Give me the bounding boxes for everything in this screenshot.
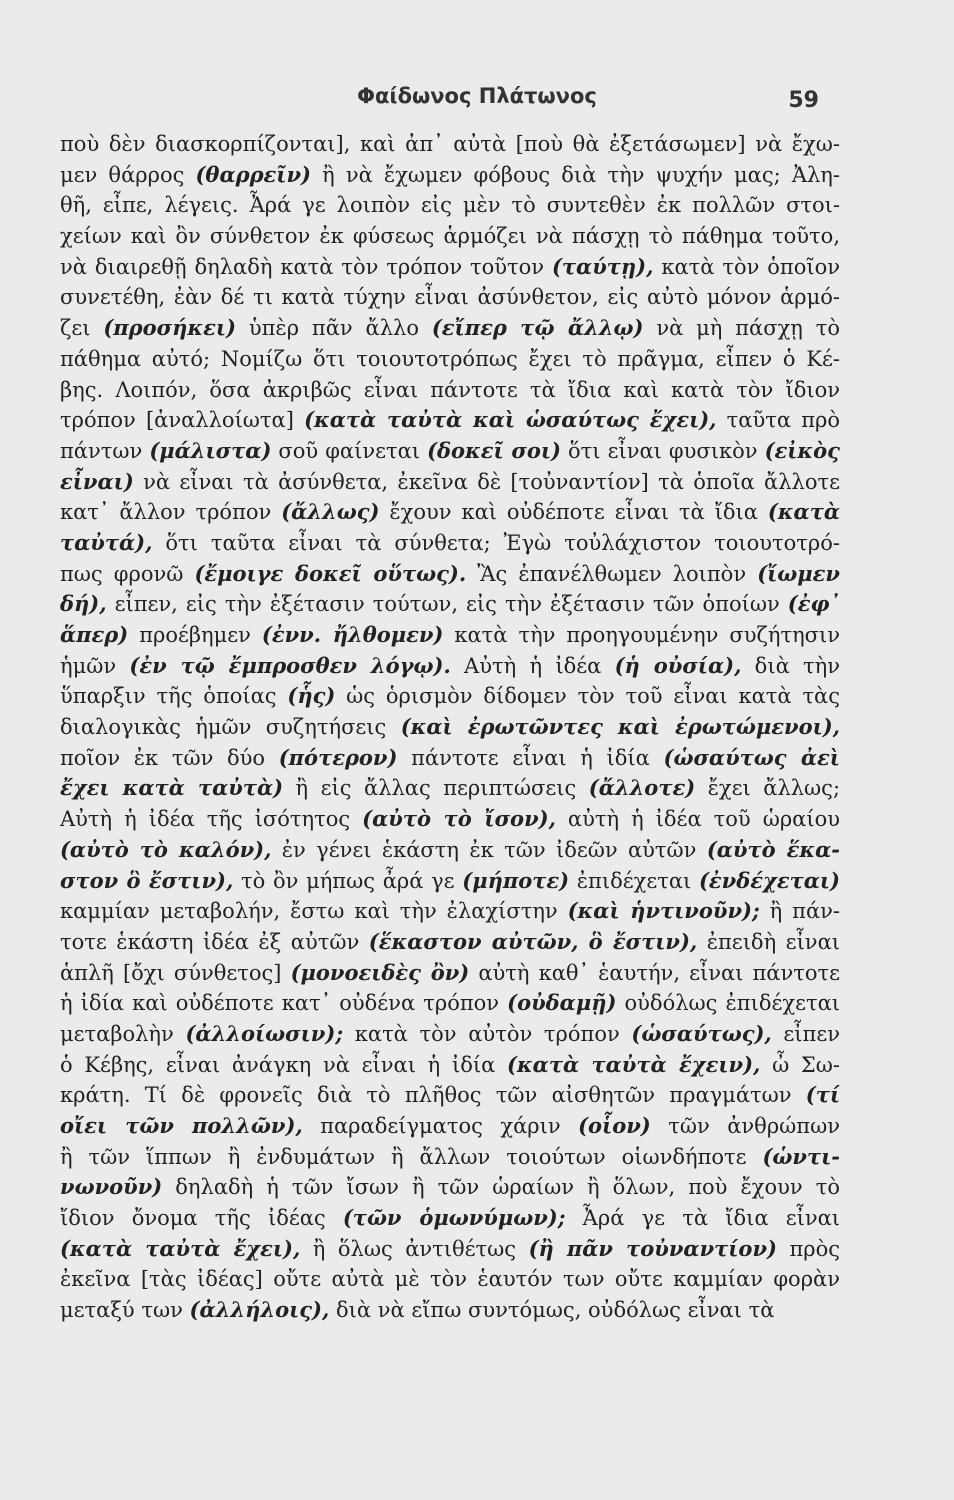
text-run: Ἂς ἐπανέλθωμεν λοιπὸν [466, 561, 758, 586]
text-run: ταῦτα πρὸ [716, 408, 840, 433]
text-line [60, 620, 840, 651]
text-line [60, 160, 840, 191]
ancient-greek-gloss: ἅπερ) [60, 622, 129, 647]
text-run: σοῦ φαίνεται [271, 438, 428, 463]
text-run: πως φρονῶ [60, 561, 195, 586]
text-line [60, 1142, 840, 1173]
text-run: ὅτι εἶναι φυσικὸν [560, 438, 765, 463]
text-line [60, 436, 840, 467]
text-run: ἴδιον ὄνομα τῆς ἰδέας [60, 1206, 343, 1231]
text-run: κατὰ τὴν προηγουμένην συζήτησιν [443, 623, 841, 647]
text-run: ἡμῶν [60, 653, 130, 678]
text-line [60, 313, 840, 344]
text-line [60, 743, 840, 774]
ancient-greek-gloss: (αὐτὸ τὸ ἴσον), [362, 806, 556, 832]
text-run: μεν θάρρος [60, 162, 196, 187]
ancient-greek-gloss: (μονοειδὲς ὂν) [290, 959, 470, 985]
text-run: ἐπιδέχεται [569, 868, 699, 893]
text-run: συνετέθη, ἐὰν δέ τι κατὰ τύχην εἶναι ἀσύνθετον, εἰς αὐτὸ μόνον ἁρμό- [60, 285, 840, 310]
text-run: ὕπαρξιν τῆς ὁποίας [60, 684, 288, 709]
ancient-greek-gloss: ταὐτά), [60, 529, 153, 555]
text-line [60, 344, 840, 375]
ancient-greek-gloss: (θαρρεῖν) [195, 161, 311, 187]
ancient-greek-gloss: (καὶ ἡντινοῦν); [567, 898, 760, 924]
ancient-greek-gloss: νωνοῦν) [60, 1174, 163, 1200]
text-run: τοτε ἑκάστη ἰδέα ἐξ αὐτῶν [60, 929, 369, 954]
ancient-greek-gloss: (καὶ ἐρωτῶντες καὶ ἐρωτώμενοι), [400, 714, 840, 740]
ancient-greek-gloss: (ἄλλως) [281, 499, 380, 525]
text-run: δηλαδὴ ἡ τῶν ἴσων ἢ τῶν ὡραίων ἢ ὅλων, ποὺ ἔχουν τὸ [162, 1175, 840, 1200]
text-run: ἢ ὅλως ἀντιθέτως [300, 1236, 529, 1261]
ancient-greek-gloss: (ἐν τῷ ἔμπροσθεν λόγῳ). [129, 652, 451, 678]
text-line [60, 1080, 840, 1111]
text-run: ἢ τῶν ἵππων ἢ ἐνδυμάτων ἢ ἄλλων τοιούτων οἱωνδήποτε [60, 1144, 763, 1169]
text-line [60, 958, 840, 989]
text-line [60, 190, 840, 221]
text-run: ὡς ὁρισμὸν δίδομεν τὸν τοῦ εἶναι κατὰ τὰς [335, 684, 840, 709]
text-run: ἐπειδὴ εἶναι [697, 929, 840, 954]
body-text [60, 129, 840, 1326]
text-line [60, 129, 840, 160]
text-line [60, 1203, 840, 1234]
running-title: Φαίδωνος Πλάτωνος [357, 84, 597, 108]
text-line [60, 221, 840, 252]
text-run: πρὸς [776, 1236, 841, 1261]
ancient-greek-gloss: (ἕκαστον αὐτῶν, ὃ ἔστιν), [368, 928, 698, 954]
text-run: ἡ ἰδία καὶ οὐδέποτε κατ᾽ οὐδένα τρόπον [60, 991, 508, 1016]
ancient-greek-gloss: στον ὃ ἔστιν), [60, 867, 234, 893]
ancient-greek-gloss: (δοκεῖ σοι) [427, 437, 561, 463]
text-run: πάθημα αὐτό; Νομίζω ὅτι τοιουτοτρόπως ἔχει τὸ πρᾶγμα, εἶπεν ὁ Κέ- [60, 346, 840, 371]
text-run: Αὐτὴ ἡ ἰδέα [450, 653, 615, 678]
text-run: ἢ πάν- [759, 899, 840, 924]
ancient-greek-gloss: (ἀλλήλοις), [189, 1297, 330, 1323]
ancient-greek-gloss: ἔχει κατὰ ταὐτὰ) [60, 775, 284, 801]
text-run: διὰ νὰ εἴπω συντόμως, οὐδόλως εἶναι τὰ [329, 1298, 775, 1323]
page-header [0, 84, 954, 124]
text-run: βης. Λοιπόν, ὅσα ἀκριβῶς εἶναι πάντοτε τὰ ἴδια καὶ κατὰ τὸν ἴδιον [60, 377, 840, 402]
text-run: μεταβολὴν [60, 1021, 186, 1046]
text-line [60, 804, 840, 835]
ancient-greek-gloss: οἴει τῶν πολλῶν), [60, 1113, 303, 1138]
ancient-greek-gloss: (ὡντι- [762, 1143, 840, 1169]
ancient-greek-gloss: (ἄλλοτε) [588, 775, 696, 801]
text-line [60, 835, 840, 866]
ancient-greek-gloss: (ἡ οὐσία), [614, 652, 742, 678]
text-run: ἐν γένει ἑκάστη ἐκ τῶν ἰδεῶν αὐτῶν [271, 837, 707, 862]
ancient-greek-gloss: (ἐνν. ἤλθομεν) [261, 622, 444, 647]
text-line [60, 467, 840, 498]
text-run: μεταξύ των [60, 1298, 190, 1323]
text-line [60, 927, 840, 958]
text-line [60, 589, 840, 620]
ancient-greek-gloss: (ἢ πᾶν τοὐναντίον) [528, 1235, 777, 1261]
text-run: πάντων [60, 438, 150, 463]
text-run: ἢ νὰ ἔχωμεν φόβους διὰ τὴν ψυχήν μας; Ἀλη- [310, 162, 840, 187]
text-run: εἶπεν, εἰς τὴν ἐξέτασιν τούτων, εἰς τὴν ἐξέτασιν τῶν ὁποίων [106, 592, 788, 617]
text-run: τὸ ὂν μήπως ἆρά γε [233, 868, 463, 893]
text-run: καμμίαν μεταβολήν, ἔστω καὶ τὴν ἐλαχίστην [60, 899, 568, 924]
text-line [60, 1019, 840, 1050]
ancient-greek-gloss: (εἴπερ τῷ ἄλλῳ) [431, 315, 644, 341]
text-run: τρόπον [ἀναλλοίωτα] [60, 408, 305, 433]
ancient-greek-gloss: (ἧς) [287, 683, 336, 709]
text-line [60, 1050, 840, 1081]
text-run: κατὰ τὸν αὐτὸν τρόπον [343, 1021, 632, 1046]
text-run: ὁ Κέβης, εἶναι ἀνάγκη νὰ εἶναι ἡ ἰδία [60, 1052, 507, 1077]
text-line [60, 773, 840, 804]
text-line [60, 988, 840, 1019]
text-run: ἔχει ἄλλως; [695, 776, 841, 801]
text-line [60, 1234, 840, 1265]
text-run: χείων καὶ ὂν σύνθετον ἐκ φύσεως ἁρμόζει νὰ πάσχῃ τὸ πάθημα τοῦτο, [60, 224, 840, 249]
text-line [60, 681, 840, 712]
ancient-greek-gloss: (ὡσαύτως), [631, 1020, 772, 1046]
text-line [60, 252, 840, 283]
ancient-greek-gloss: (ἴωμεν [757, 560, 840, 586]
text-run: ὦ Σω- [760, 1052, 840, 1077]
ancient-greek-gloss: (μάλιστα) [149, 437, 272, 463]
text-line [60, 528, 840, 559]
text-run: παραδείγματος χάριν [302, 1114, 579, 1138]
text-run: ὅτι ταῦτα εἶναι τὰ σύνθετα; Ἐγὼ τοὐλάχιστον τοιουτοτρό- [152, 530, 840, 555]
text-line [60, 405, 840, 436]
ancient-greek-gloss: (ἐφ᾽ [787, 591, 840, 617]
text-run: αὐτὴ ἡ ἰδέα τοῦ ὡραίου [555, 807, 840, 832]
ancient-greek-gloss: (ταύτῃ), [551, 253, 654, 279]
page-number: 59 [788, 88, 819, 113]
text-run: νὰ διαιρεθῇ δηλαδὴ κατὰ τὸν τρόπον τοῦτον [60, 254, 552, 279]
text-run: πάντοτε εἶναι ἡ ἰδία [397, 745, 664, 770]
text-line [60, 497, 840, 528]
text-run: ἁπλῆ [ὄχι σύνθετος] [60, 960, 291, 985]
text-run: διὰ τὴν [741, 653, 841, 678]
ancient-greek-gloss: (εἰκὸς [764, 437, 840, 463]
ancient-greek-gloss: εἶναι) [60, 468, 134, 494]
text-line [60, 282, 840, 313]
text-line [60, 651, 840, 682]
text-run: Ἆρά γε τὰ ἴδια εἶναι [565, 1206, 840, 1231]
text-line [60, 712, 840, 743]
ancient-greek-gloss: (τῶν ὁμωνύμων); [342, 1205, 566, 1231]
ancient-greek-gloss: (οἷον) [578, 1113, 651, 1138]
text-run: προέβημεν [128, 623, 262, 647]
text-run: ἔχουν καὶ οὐδέποτε εἶναι τὰ ἴδια [379, 500, 768, 525]
text-run: θῆ, εἶπε, λέγεις. Ἆρά γε λοιπὸν εἰς μὲν τὸ συντεθὲν ἐκ πολλῶν στοι- [60, 193, 840, 218]
text-line [60, 866, 840, 897]
text-run: ποὺ δὲν διασκορπίζονται], καὶ ἀπ᾽ αὐτὰ [ποὺ θὰ ἐξετάσωμεν] νὰ ἔχω- [60, 132, 840, 156]
ancient-greek-gloss: (οὐδαμῇ) [507, 990, 617, 1016]
ancient-greek-gloss: (τί [805, 1082, 840, 1108]
ancient-greek-gloss: δή), [60, 591, 107, 617]
ancient-greek-gloss: (κατὰ [767, 499, 840, 525]
ancient-greek-gloss: (μήποτε) [462, 867, 570, 893]
ancient-greek-gloss: (ἔμοιγε δοκεῖ οὕτως). [194, 560, 467, 586]
text-run: διαλογικὰς ἡμῶν συζητήσεις [60, 715, 401, 740]
text-line [60, 896, 840, 927]
ancient-greek-gloss: (ἀλλοίωσιν); [185, 1020, 344, 1046]
text-line [60, 375, 840, 406]
text-run: κατὰ τὸν ὁποῖον [653, 254, 840, 279]
text-run: τῶν ἀνθρώπων [650, 1114, 840, 1138]
text-line [60, 1264, 840, 1295]
text-line [60, 1172, 840, 1203]
text-line [60, 1295, 840, 1326]
ancient-greek-gloss: (αὐτὸ ἕκα- [706, 836, 841, 862]
text-run: ἐκεῖνα [τὰς ἰδέας] οὔτε αὐτὰ μὲ τὸν ἑαυτόν των οὔτε καμμίαν φορὰν [60, 1267, 840, 1292]
text-run: ἢ εἰς ἄλλας περιπτώσεις [283, 776, 589, 801]
ancient-greek-gloss: (κατὰ ταὐτὰ καὶ ὡσαύτως ἔχει), [304, 407, 717, 433]
text-run: νὰ μὴ πάσχῃ τὸ [643, 316, 841, 341]
ancient-greek-gloss: (κατὰ ταὐτὰ ἔχει), [60, 1235, 301, 1261]
text-run: ποῖον ἐκ τῶν δύο [60, 745, 279, 770]
ancient-greek-gloss: (πότερον) [278, 744, 398, 770]
text-run: νὰ εἶναι τὰ ἀσύνθετα, ἐκεῖνα δὲ [τοὐναντίον] τὰ ὁποῖα ἄλλοτε [133, 469, 840, 494]
text-run: Αὐτὴ ἡ ἰδέα τῆς ἰσότητος [60, 807, 363, 832]
text-run: αὐτὴ καθ᾽ ἑαυτήν, εἶναι πάντοτε [469, 960, 841, 985]
ancient-greek-gloss: (ἐνδέχεται) [698, 867, 840, 893]
text-run: κράτη. Τί δὲ φρονεῖς διὰ τὸ πλῆθος τῶν αἰσθητῶν πραγμάτων [60, 1083, 806, 1108]
text-run: κατ᾽ ἄλλον τρόπον [60, 500, 282, 525]
ancient-greek-gloss: (αὐτὸ τὸ καλόν), [60, 836, 272, 862]
text-run: οὐδόλως ἐπιδέχεται [616, 991, 840, 1016]
ancient-greek-gloss: (ὡσαύτως ἀεὶ [663, 744, 840, 770]
text-run: εἶπεν [771, 1021, 840, 1046]
ancient-greek-gloss: (κατὰ ταὐτὰ ἔχειν), [507, 1051, 761, 1077]
text-run: ὑπὲρ πᾶν ἄλλο [236, 316, 432, 341]
text-run: ζει [60, 316, 104, 341]
text-line [60, 559, 840, 590]
ancient-greek-gloss: (προσήκει) [103, 315, 236, 341]
text-line [60, 1111, 840, 1142]
